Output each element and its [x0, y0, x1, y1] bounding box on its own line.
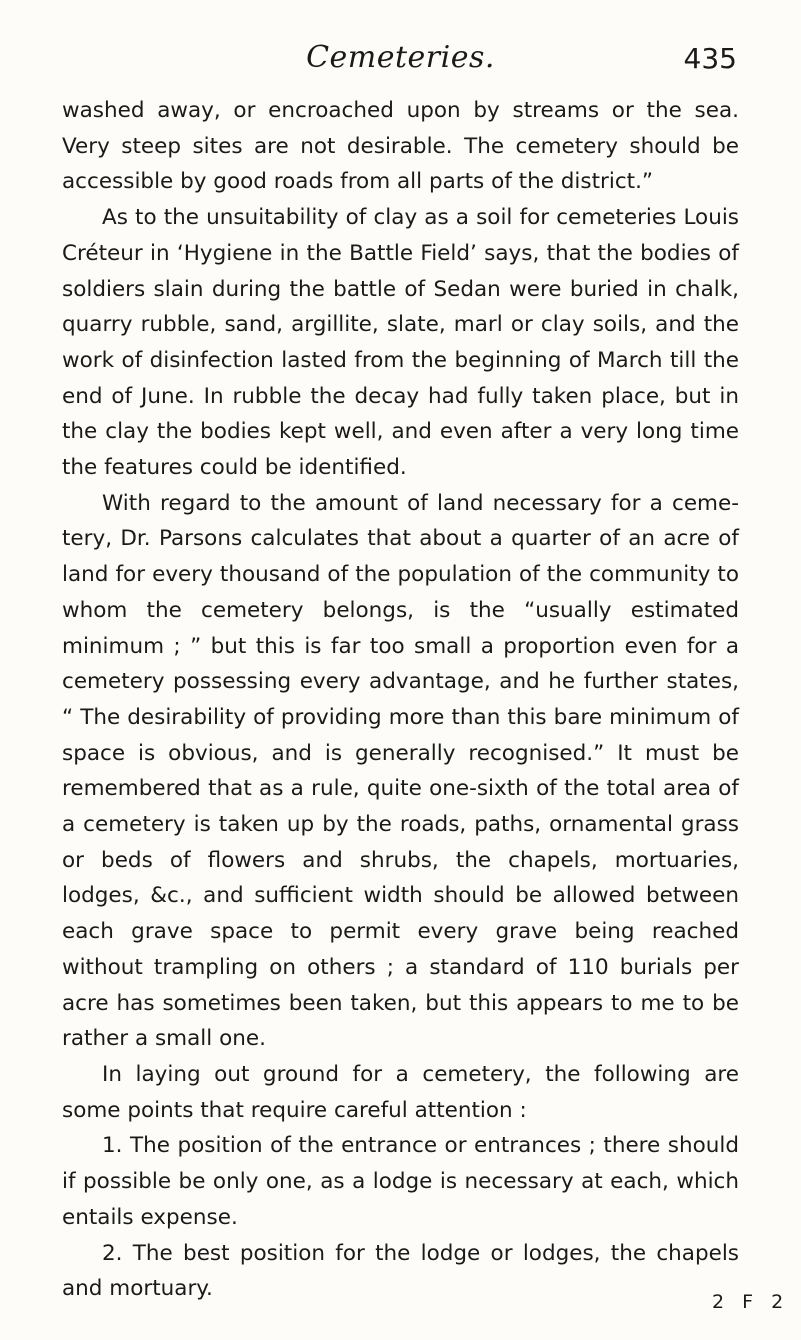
list-item-1: 1. The position of the entrance or entrances ; there should if possible be only one, as a lodge is necessary at each, which entails expense. [62, 1133, 739, 1230]
running-title: Cemeteries. [306, 40, 495, 75]
paragraph-1: washed away, or encroached upon by streams or the sea. Very steep sites are not desirable. The cemetery should be accessible by good roads from all parts of the district.” [62, 98, 739, 195]
body-text [62, 93, 739, 1307]
paragraph-2: As to the unsuitability of clay as a soil for cemeteries Louis Créteur in ‘Hygiene in the Battle Field’ says, that the bodies of soldiers slain during the battle of Sedan were buried in chalk, quarry rubble, sand, argillite, slate, marl or clay soils, and the work of disinfection lasted from the beginning of March till the end of June. In rubble the decay had fully taken place, but in the clay the bodies kept well, and even after a very long time the features could be identified. [62, 205, 739, 481]
paragraph-4: In laying out ground for a cemetery, the following are some points that require careful attention : [62, 1061, 739, 1123]
paragraph-3: With regard to the amount of land necessary for a cemetery, Dr. Parsons calculates that about a quarter of an acre of land for every thousand of the population of the community to whom the cemetery belongs, is the “usually estimated minimum ; ” but this is far too small a proportion even for a cemetery possessing every advantage, and he further states, “ The desirability of providing more than this bare minimum of space is obvious, and is generally recognised.” It must be remembered that as a rule, quite one-sixth of the total area of a cemetery is taken up by the roads, paths, ornamental grass or beds of flowers and shrubs, the chapels, mortuaries, lodges, &c., and sufficient width should be allowed between each grave space to permit every grave being reached without trampling on others ; a standard of 110 burials per acre has sometimes been taken, but this appears to me to be rather a small one. [62, 490, 739, 1052]
running-head [62, 40, 739, 80]
signature-mark: 2 F 2 [712, 1291, 790, 1313]
page-number: 435 [683, 42, 737, 75]
list-item-2: 2. The best position for the lodge or lodges, the chapels and mortuary. [62, 1240, 739, 1302]
